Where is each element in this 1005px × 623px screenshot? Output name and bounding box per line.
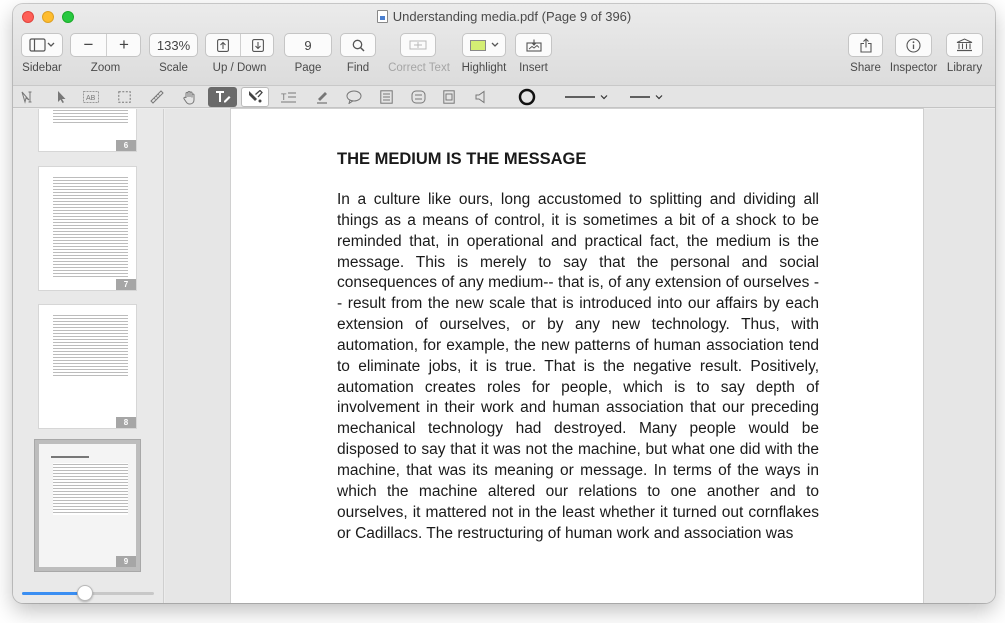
up-down-control [205, 33, 274, 57]
speech-bubble-icon [346, 90, 362, 104]
window-title-text: Understanding media.pdf (Page 9 of 396) [392, 9, 632, 24]
info-icon [906, 38, 921, 53]
text-box-tool[interactable] [79, 87, 103, 107]
text-selection-tool[interactable] [15, 87, 39, 107]
share-button[interactable] [848, 33, 883, 57]
correct-text-icon [409, 40, 427, 50]
highlighter-tool[interactable] [310, 87, 334, 107]
find-label: Find [346, 62, 370, 74]
find-button[interactable] [340, 33, 376, 57]
svg-text:T: T [281, 92, 287, 102]
page-thumbnail-number: 8 [116, 417, 136, 428]
audio-tool[interactable] [469, 87, 493, 107]
document-view[interactable] [165, 109, 995, 603]
library-icon [956, 38, 973, 52]
chevron-down-icon [491, 42, 499, 48]
page-thumbnail-number: 9 [116, 556, 136, 567]
hand-tool[interactable] [177, 87, 201, 107]
insert-label: Insert [519, 62, 548, 74]
scale-label: Scale [159, 62, 188, 74]
correct-text-button[interactable] [400, 33, 436, 57]
page-up-button[interactable] [206, 34, 240, 56]
line-style-icon [563, 93, 611, 101]
arrow-select-tool[interactable] [49, 87, 73, 107]
toolbar [13, 4, 995, 86]
marker-icon [248, 90, 263, 104]
image-tool[interactable] [437, 87, 461, 107]
line-style-tool[interactable] [561, 87, 613, 107]
slider-knob[interactable] [77, 585, 93, 601]
page-label: Page [294, 62, 322, 74]
inspector-button[interactable] [895, 33, 932, 57]
correct-text-label: Correct Text [388, 62, 450, 74]
insert-button[interactable] [515, 33, 552, 57]
search-icon [352, 39, 365, 52]
ruler-tool[interactable] [145, 87, 169, 107]
text-annotation-tool[interactable] [208, 87, 237, 107]
hand-icon [182, 90, 197, 105]
scale-field[interactable]: 133% [149, 33, 198, 57]
arrow-up-box-icon [217, 39, 229, 52]
speech-bubble-tool[interactable] [342, 87, 366, 107]
text-lines-icon [281, 91, 297, 103]
ruler-icon [149, 89, 165, 105]
page-thumbnail[interactable] [39, 109, 136, 151]
note-icon [380, 90, 393, 104]
page-thumbnail-number: 6 [116, 140, 136, 151]
line-end-icon [628, 93, 666, 101]
circle-icon [518, 88, 536, 106]
sidebar-icon [29, 38, 55, 52]
page-down-button[interactable] [241, 34, 274, 56]
text-selection-icon [20, 90, 34, 104]
svg-text:AB: AB [86, 95, 96, 102]
highlighter-icon [315, 90, 329, 104]
chapter-heading: THE MEDIUM IS THE MESSAGE [337, 150, 587, 168]
circle-color-tool[interactable] [515, 87, 539, 107]
arrow-down-box-icon [252, 39, 264, 52]
pdf-page[interactable] [231, 109, 923, 603]
highlight-label: Highlight [461, 62, 507, 74]
speaker-icon [474, 90, 488, 104]
body-text: In a culture like ours, long accustomed to splitting and dividing all things as a means of control, it is sometimes a bit of a shock to be reminded that, in operational and practical fact, the medium is the message. This is merely to say that the personal and social consequences of any medium-- that is, of any extension of ourselves -- result from the new scale that is introduced into our affairs by each extension of ourselves, or by any new technology. Thus, with automation, for example, the new patterns of human association tend to eliminate jobs, it is true. That is the negative result. Positively, automation creates roles for people, which is to say depth of involvement in their work and human association that our preceding mechanical technology had destroyed. Many people would be disposed to say that it was not the machine, but what one did with the machine, that was its meaning or message. In terms of the ways in which the machine altered our relations to one another and to ourselves, it mattered not in the least whether it turned out cornflakes or Cadillacs. The restructuring of human work and association was [337, 191, 819, 542]
page-thumbnail-number: 7 [116, 279, 136, 290]
arrow-select-icon [55, 90, 67, 104]
library-button[interactable] [946, 33, 983, 57]
thumbnail-sidebar [13, 109, 164, 603]
note-tool[interactable] [374, 87, 398, 107]
text-box-icon [83, 91, 99, 103]
sidebar-button[interactable] [21, 33, 63, 57]
zoom-label: Zoom [90, 62, 121, 74]
stamp-icon [411, 90, 426, 104]
pdf-window [13, 4, 995, 603]
zoom-control [70, 33, 141, 57]
rectangle-select-icon [118, 91, 131, 103]
zoom-out-button[interactable]: − [83, 35, 94, 54]
highlight-color-swatch [470, 40, 486, 51]
image-icon [443, 90, 455, 104]
share-icon [860, 38, 872, 53]
marker-tool[interactable] [241, 87, 269, 107]
text-annotation-icon [215, 90, 231, 104]
page-thumbnail[interactable] [39, 167, 136, 290]
page-thumbnail[interactable] [39, 305, 136, 428]
sidebar-label: Sidebar [22, 62, 62, 74]
line-end-tool[interactable] [627, 87, 667, 107]
share-label: Share [850, 62, 881, 74]
page-number-field[interactable]: 9 [284, 33, 332, 57]
pdf-document-icon [377, 10, 388, 23]
zoom-in-button[interactable]: + [119, 35, 129, 54]
rectangle-select-tool[interactable] [112, 87, 136, 107]
page-thumbnail-selected[interactable] [39, 444, 136, 567]
up-down-label: Up / Down [212, 62, 267, 74]
highlight-button[interactable] [462, 33, 506, 57]
annotation-toolbar [13, 86, 995, 108]
text-lines-tool[interactable] [277, 87, 301, 107]
library-label: Library [946, 62, 983, 74]
window-title [13, 9, 995, 24]
thumbnail-size-slider[interactable] [22, 586, 154, 600]
insert-page-icon [526, 39, 542, 52]
stamp-tool[interactable] [406, 87, 430, 107]
inspector-label: Inspector [889, 62, 938, 74]
